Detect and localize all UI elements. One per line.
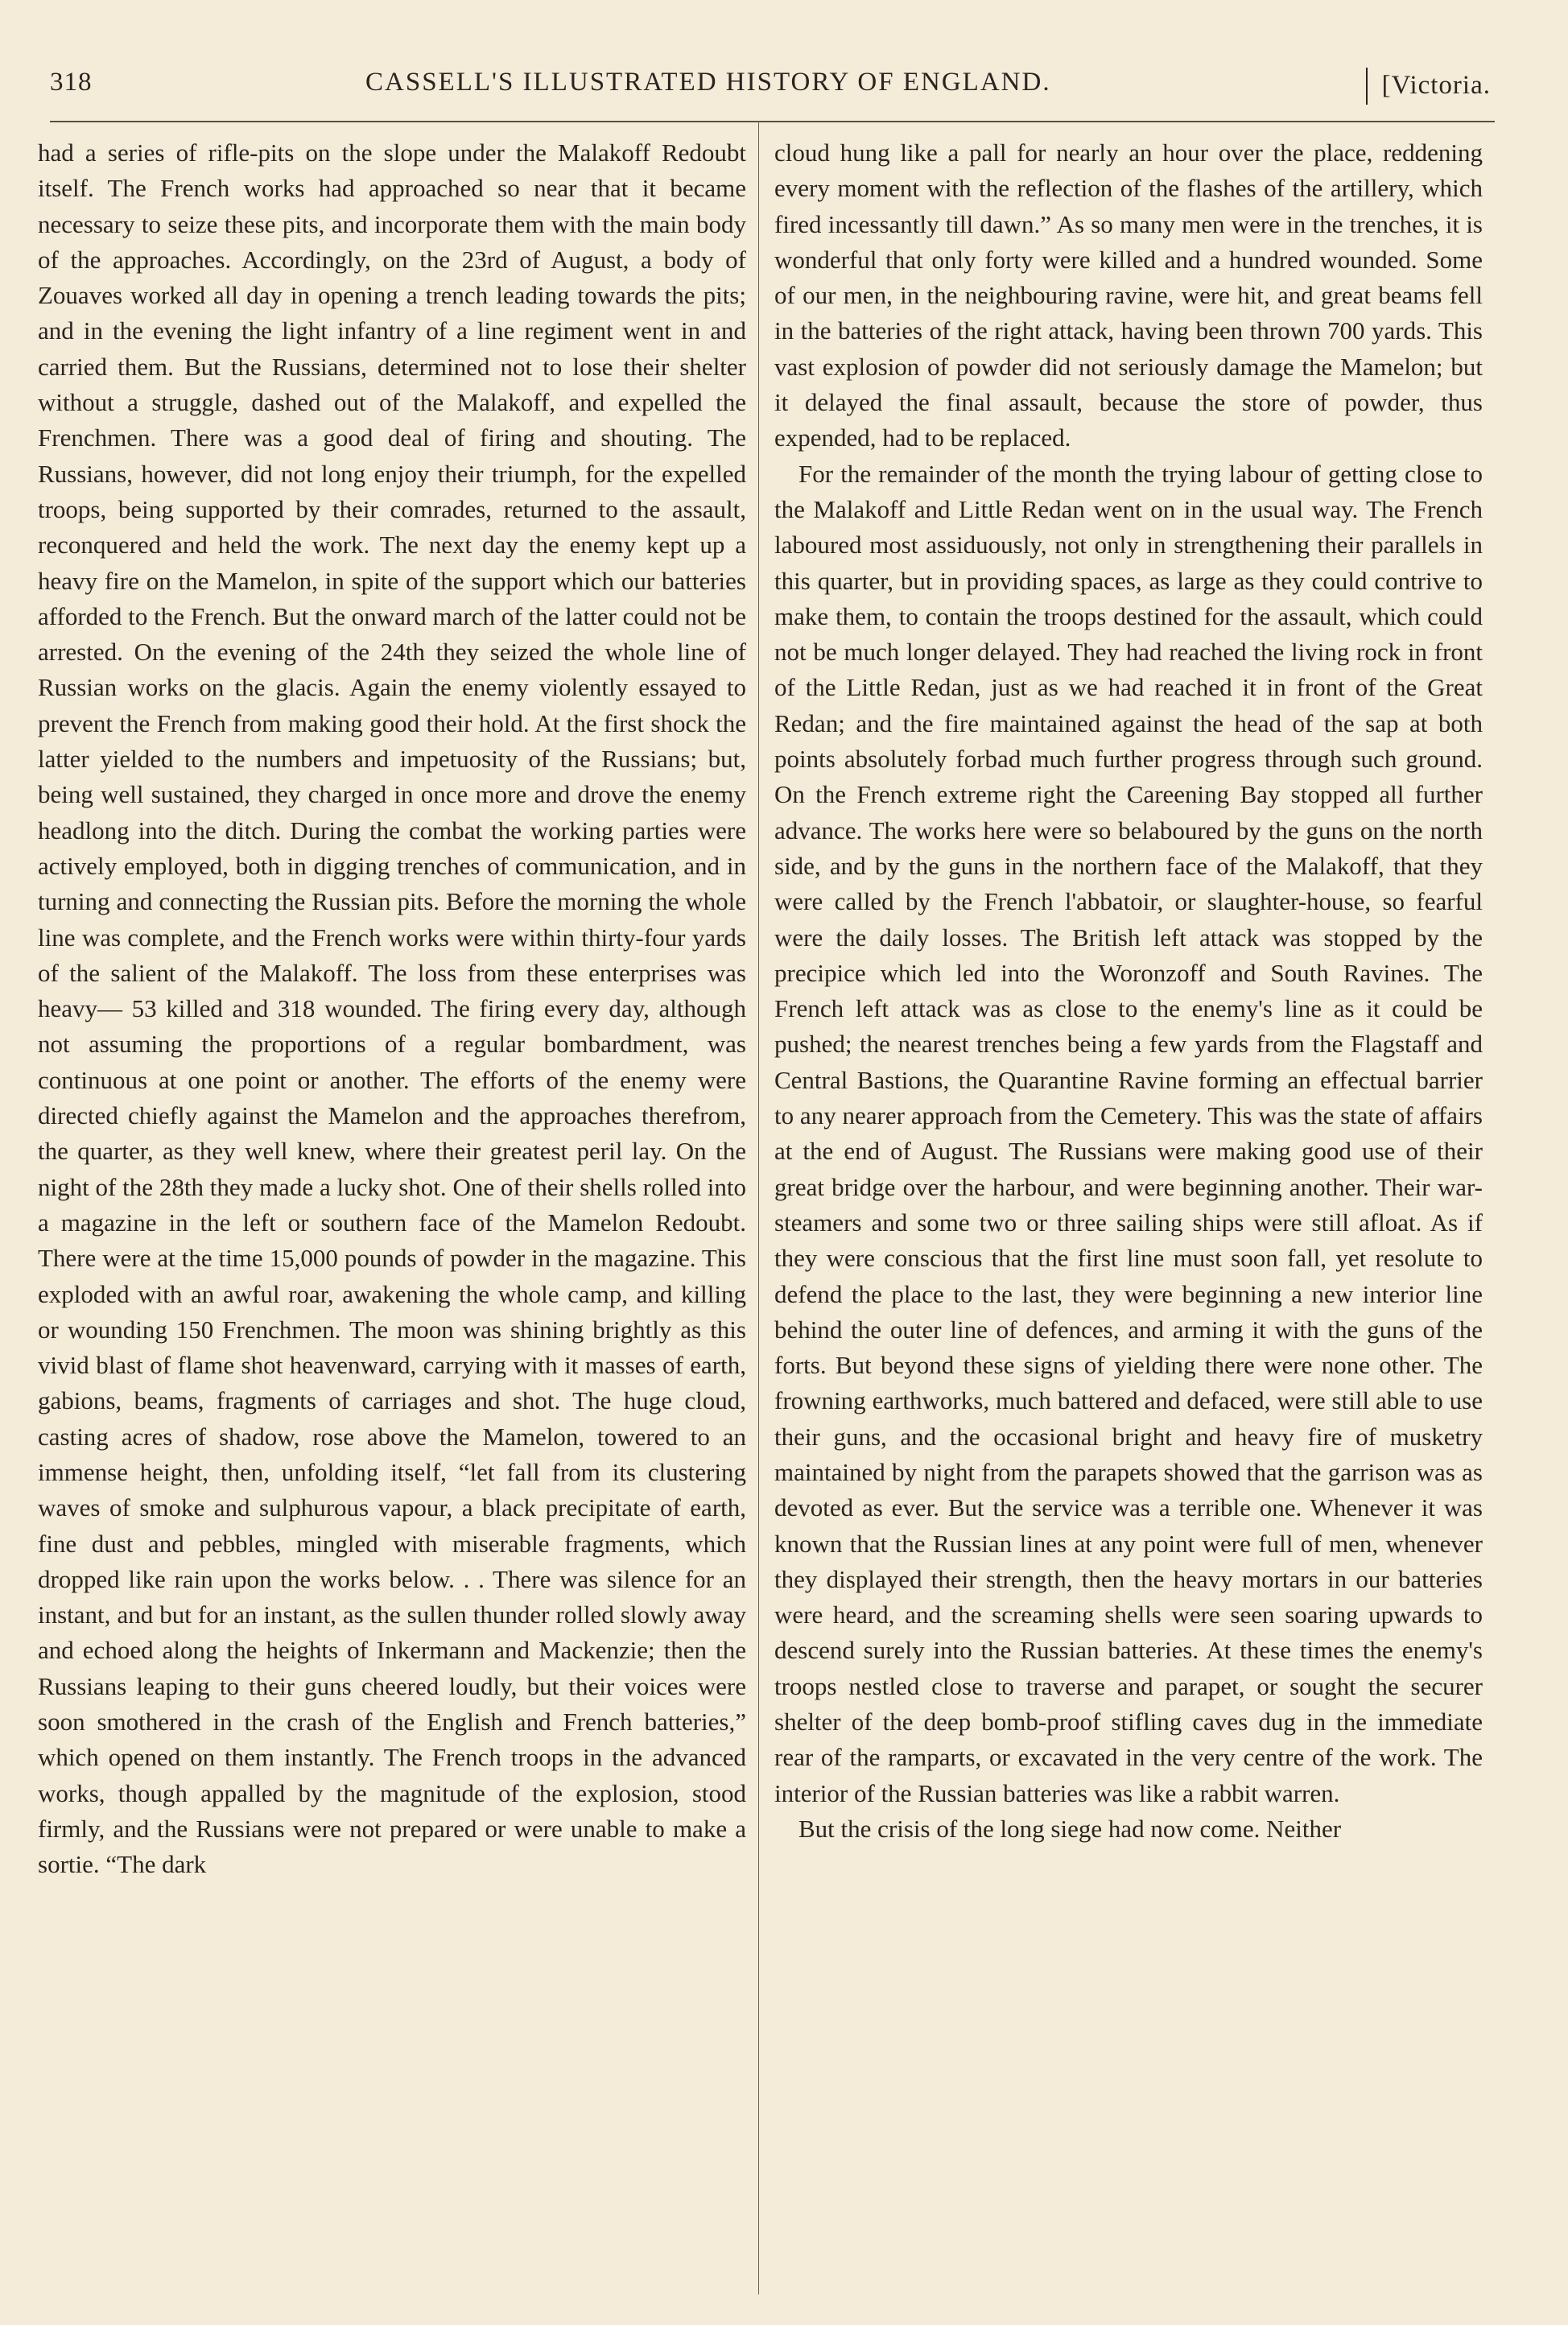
right-column [774, 135, 1483, 1847]
column-divider [758, 121, 759, 2294]
left-column [38, 135, 746, 1883]
section-marker: [Victoria. [1366, 68, 1491, 105]
header-rule [50, 121, 1495, 122]
right-paragraph-1: cloud hung like a pall for nearly an hour over the place, reddening every moment with the reflection of the flashes of the artillery, which fired incessantly till dawn.” As so many men were in the trenches, it is wonderful that only forty were killed and a hundred wounded. Some of our men, in the neighbouring ravine, were hit, and great beams fell in the batteries of the right attack, having been thrown 700 yards. This vast explosion of powder did not seriously damage the Mamelon; but it delayed the final assault, because the store of powder, thus expended, had to be replaced. [774, 138, 1483, 452]
running-head [50, 68, 1491, 113]
right-paragraph-2: For the remainder of the month the trying labour of getting close to the Malakoff and Little Redan went on in the usual way. The French laboured most assiduously, not only in strengthening their parallels in this quarter, but in providing spaces, as large as they could contrive to make them, to contain the troops destined for the assault, which could not be much longer delayed. They had reached the living rock in front of the Little Redan, just as we had reached it in front of the Great Redan; and the fire maintained against the head of the sap at both points absolutely forbad much further progress through such ground. On the French extreme right the Careening Bay stopped all further advance. The works here were so belaboured by the guns on the north side, and by the guns in the northern face of the Malakoff, that they were called by the French l'abbatoir, or slaughter-house, so fearful were the daily losses. The British left attack was stopped by the precipice which led into the Woronzoff and South Ravines. The French left attack was as close to the enemy's line as it could be pushed; the nearest trenches being a few yards from the Flagstaff and Central Bastions, the Quarantine Ravine forming an effectual barrier to any nearer approach from the Cemetery. This was the state of affairs at the end of August. The Russians were making good use of their great bridge over the harbour, and were beginning another. Their war-steamers and some two or three sailing ships were still afloat. As if they were conscious that the first line must soon fall, yet resolute to defend the place to the last, they were beginning a new interior line behind the outer line of defences, and arming it with the guns of the forts. But beyond these signs of yielding there were none other. The frowning earthworks, much battered and defaced, were still able to use their guns, and the occasional bright and heavy fire of musketry maintained by night from the parapets showed that the garrison was as devoted as ever. But the service was a terrible one. Whenever it was known that the Russian lines at any point were full of men, whenever they displayed their strength, then the heavy mortars in our batteries were heard, and the screaming shells were seen soaring upwards to descend surely into the Russian batteries. At these times the enemy's troops nestled close to traverse and parapet, or sought the securer shelter of the deep bomb-proof stifling caves dug in the immediate rear of the ramparts, or excavated in the very centre of the work. The interior of the Russian batteries was like a rabbit warren. [774, 459, 1483, 1807]
right-paragraph-3: But the crisis of the long siege had now come. Neither [798, 1814, 1342, 1843]
book-title: CASSELL'S ILLUSTRATED HISTORY OF ENGLAND. [365, 68, 1051, 97]
left-paragraph-1: had a series of rifle-pits on the slope under the Malakoff Redoubt itself. The French works had approached so near that it became necessary to seize these pits, and incorporate them with the main body of the approaches. Accordingly, on the 23rd of August, a body of Zouaves worked all day in opening a trench leading towards the pits; and in the evening the light infantry of a line regiment went in and carried them. But the Russians, determined not to lose their shelter without a struggle, dashed out of the Malakoff, and expelled the Frenchmen. There was a good deal of firing and shouting. The Russians, however, did not long enjoy their triumph, for the expelled troops, being supported by their comrades, returned to the assault, reconquered and held the work. The next day the enemy kept up a heavy fire on the Mamelon, in spite of the support which our batteries afforded to the French. But the onward march of the latter could not be arrested. On the evening of the 24th they seized the whole line of Russian works on the glacis. Again the enemy violently essayed to prevent the French from making good their hold. At the first shock the latter yielded to the numbers and impetuosity of the Russians; but, being well sustained, they charged in once more and drove the enemy headlong into the ditch. During the combat the working parties were actively employed, both in digging trenches of communication, and in turning and connecting the Russian pits. Before the morning the whole line was complete, and the French works were within thirty-four yards of the salient of the Malakoff. The loss from these enterprises was heavy— 53 killed and 318 wounded. The firing every day, although not assuming the proportions of a regular bombardment, was continuous at one point or another. The efforts of the enemy were directed chiefly against the Mamelon and the approaches therefrom, the quarter, as they well knew, where their greatest peril lay. On the night of the 28th they made a lucky shot. One of their shells rolled into a magazine in the left or southern face of the Mamelon Redoubt. There were at the time 15,000 pounds of powder in the magazine. This exploded with an awful roar, awakening the whole camp, and killing or wounding 150 Frenchmen. The moon was shining brightly as this vivid blast of flame shot heavenward, carrying with it masses of earth, gabions, beams, fragments of carriages and shot. The huge cloud, casting acres of shadow, rose above the Mamelon, towered to an immense height, then, unfolding itself, “let fall from its clustering waves of smoke and sulphurous vapour, a black precipitate of earth, fine dust and pebbles, mingled with miserable fragments, which dropped like rain upon the works below. . . There was silence for an instant, and but for an instant, as the sullen thunder rolled slowly away and echoed along the heights of Inkermann and Mackenzie; then the Russians leaping to their guns cheered loudly, but their voices were soon smothered in the crash of the English and French batteries,” which opened on them instantly. The French troops in the advanced works, though appalled by the magnitude of the explosion, stood firmly, and the Russians were not prepared or were unable to make a sortie. “The dark [38, 138, 746, 1879]
page-number: 318 [50, 68, 93, 97]
